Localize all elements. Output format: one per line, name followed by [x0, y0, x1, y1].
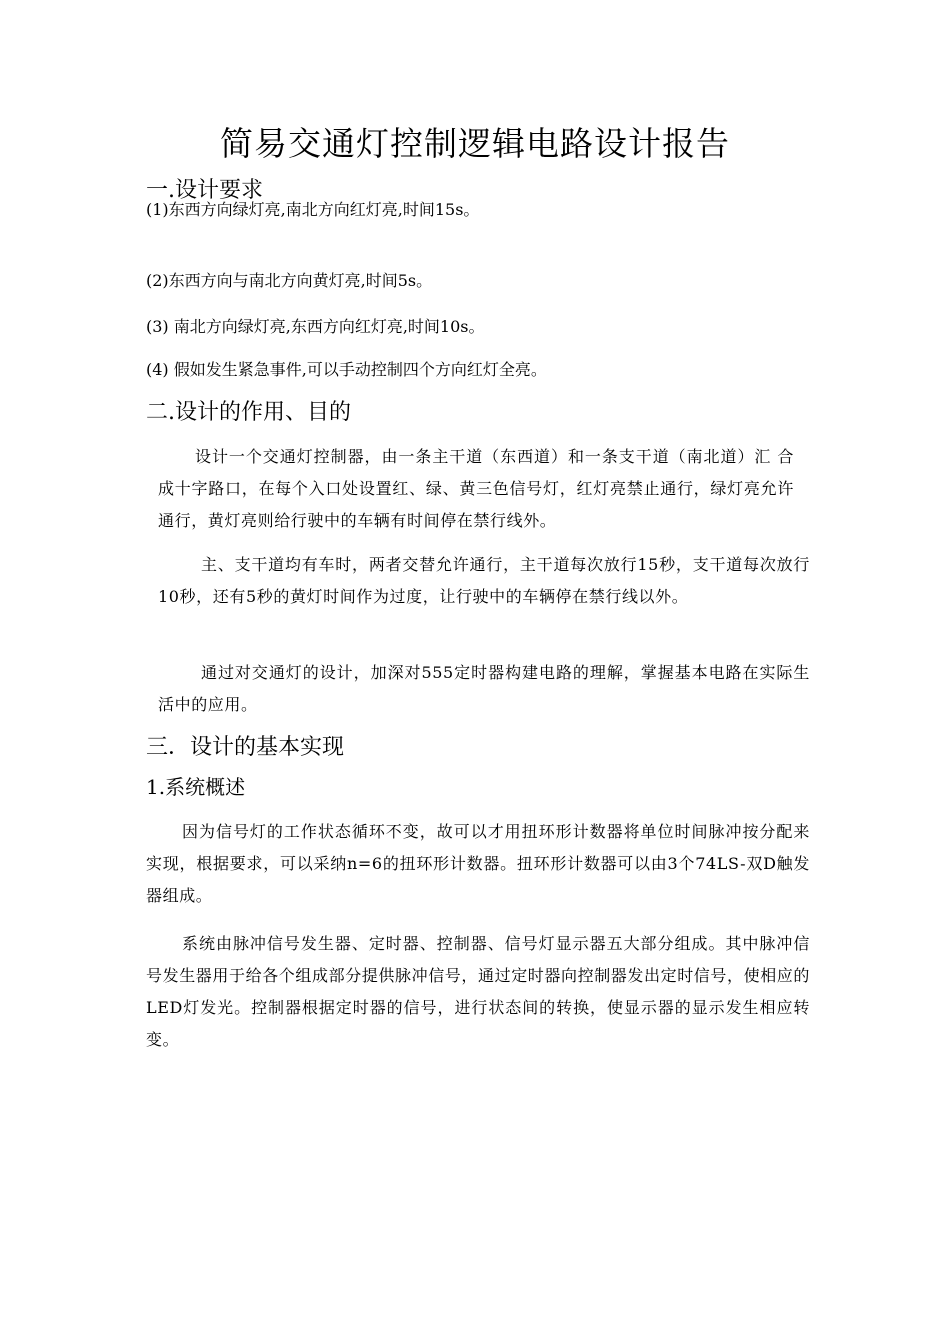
subsection-heading-overview: 1.系统概述	[146, 775, 246, 799]
section-heading-implementation: 三．设计的基本实现	[146, 735, 345, 760]
section-heading-requirements: 一.设计要求	[146, 178, 263, 203]
purpose-paragraph-3: 通过对交通灯的设计，加深对555定时器构建电路的理解，掌握基本电路在实际生活中的应用。	[158, 663, 810, 714]
document-title: 简易交通灯控制逻辑电路设计报告	[220, 124, 730, 163]
purpose-paragraph-1: 设计一个交通灯控制器，由一条主干道（东西道）和一条支干道（南北道）汇 合成十字路口，在每个入口处设置红、绿、黄三色信号灯，红灯亮禁止通行，绿灯亮允许通行，黄灯亮则给行驶中的车辆有时间停在禁行线外。	[158, 447, 794, 530]
purpose-paragraph-2: 主、支干道均有车时，两者交替允许通行，主干道每次放行15秒，支干道每次放行10秒，还有5秒的黄灯时间作为过度，让行驶中的车辆停在禁行线以外。	[158, 555, 810, 606]
overview-paragraph-1: 因为信号灯的工作状态循环不变，故可以才用扭环形计数器将单位时间脉冲按分配来实现，根据要求，可以采纳n=6的扭环形计数器。扭环形计数器可以由3个74LS-双D触发器组成。	[146, 822, 810, 905]
requirement-item-4: (4) 假如发生紧急事件,可以手动控制四个方向红灯全亮。	[146, 360, 547, 379]
section-heading-purpose: 二.设计的作用、目的	[146, 400, 351, 425]
requirement-item-1: (1)东西方向绿灯亮,南北方向红灯亮,时间15s。	[146, 200, 480, 219]
overview-paragraph-2: 系统由脉冲信号发生器、定时器、控制器、信号灯显示器五大部分组成。其中脉冲信号发生器用于给各个组成部分提供脉冲信号，通过定时器向控制器发出定时信号，使相应的LED灯发光。控制器根据定时器的信号，进行状态间的转换，使显示器的显示发生相应转变。	[146, 934, 811, 1049]
requirement-item-2: (2)东西方向与南北方向黄灯亮,时间5s。	[146, 271, 433, 290]
requirement-item-3: (3) 南北方向绿灯亮,东西方向红灯亮,时间10s。	[146, 317, 485, 336]
